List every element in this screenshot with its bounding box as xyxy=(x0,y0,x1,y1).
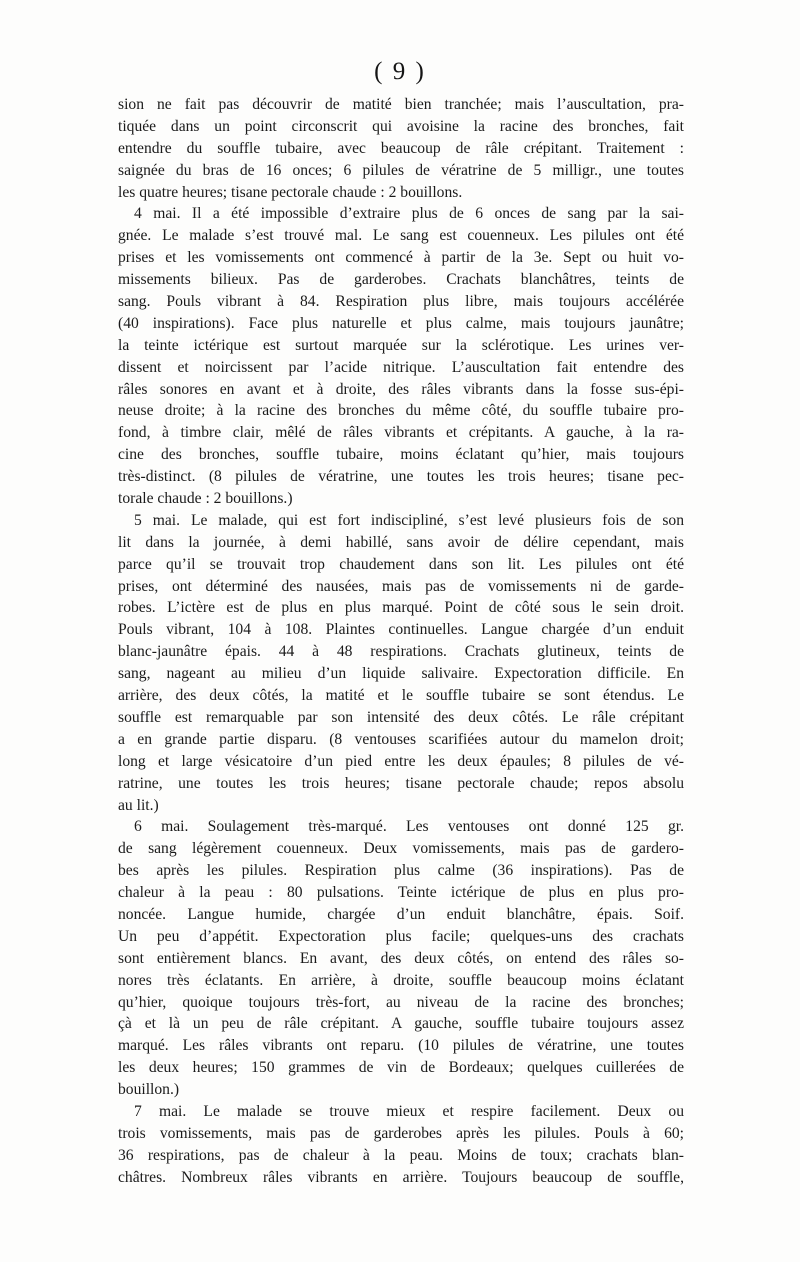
text-line: trois vomissements, mais pas de garderobes après les pilules. Pouls à 60; xyxy=(118,1124,684,1142)
text-line: bouillon.) xyxy=(118,1081,180,1099)
text-line: bes après les pilules. Respiration plus calme (36 inspirations). Pas de xyxy=(118,862,684,880)
text-line: 4 mai. Il a été impossible d’extraire plus de 6 onces de sang par la sai- xyxy=(134,205,684,223)
text-line: missements bilieux. Pas de garderobes. Crachats blanchâtres, teints de xyxy=(118,271,684,289)
text-line: chaleur à la peau : 80 pulsations. Teinte ictérique de plus en plus pro- xyxy=(118,884,684,902)
text-line: gnée. Le malade s’est trouvé mal. Le sang est couenneux. Les pilules ont été xyxy=(118,227,684,245)
text-line: les deux heures; 150 grammes de vin de Bordeaux; quelques cuillerées de xyxy=(118,1059,684,1077)
text-line: long et large vésicatoire d’un pied entre les deux épaules; 8 pilules de vé- xyxy=(118,752,684,770)
text-line: sont entièrement blancs. En avant, des deux côtés, on entend des râles so- xyxy=(118,949,684,967)
text-line: sang. Pouls vibrant à 84. Respiration plus libre, mais toujours accélérée xyxy=(118,293,684,311)
text-line: entendre du souffle tubaire, avec beaucoup de râle crépitant. Traitement : xyxy=(118,139,684,157)
text-line: blanc-jaunâtre épais. 44 à 48 respirations. Crachats glutineux, teints de xyxy=(118,643,684,661)
text-line: les quatre heures; tisane pectorale chaude : 2 bouillons. xyxy=(118,183,463,201)
text-line: dissent et noircissent par l’acide nitrique. L’auscultation fait entendre des xyxy=(118,358,684,376)
text-line: Un peu d’appétit. Expectoration plus facile; quelques-uns des crachats xyxy=(118,927,684,945)
text-line: prises et les vomissements ont commencé à partir de la 3e. Sept ou huit vo- xyxy=(118,249,684,267)
text-line: prises, ont déterminé des nausées, mais pas de vomissements ni de garde- xyxy=(118,577,684,595)
text-line: sang, nageant au milieu d’un liquide salivaire. Expectoration difficile. En xyxy=(118,665,684,683)
text-line: nores très éclatants. En arrière, à droite, souffle beaucoup moins éclatant xyxy=(118,971,684,989)
text-line: torale chaude : 2 bouillons.) xyxy=(118,490,293,508)
text-line: très-distinct. (8 pilules de vératrine, une toutes les trois heures; tisane pec- xyxy=(118,468,684,486)
body-text xyxy=(118,94,684,1189)
text-line: 6 mai. Soulagement très-marqué. Les ventouses ont donné 125 gr. xyxy=(134,818,684,836)
text-line: la teinte ictérique est surtout marquée sur la sclérotique. Les urines ver- xyxy=(118,336,684,354)
text-line: cine des bronches, souffle tubaire, moins éclatant qu’hier, mais toujours xyxy=(118,446,684,464)
text-line: saignée du bras de 16 onces; 6 pilules de vératrine de 5 milligr., une toutes xyxy=(118,161,684,179)
text-line: de sang légèrement couenneux. Deux vomissements, mais pas de gardero- xyxy=(118,840,684,858)
text-line: 36 respirations, pas de chaleur à la peau. Moins de toux; crachats blan- xyxy=(118,1146,684,1164)
text-line: râles sonores en avant et à droite, des râles vibrants dans la fosse sus-épi- xyxy=(118,380,684,398)
text-line: neuse droite; à la racine des bronches du même côté, du souffle tubaire pro- xyxy=(118,402,684,420)
text-line: tiquée dans un point circonscrit qui avoisine la racine des bronches, fait xyxy=(118,117,684,135)
text-line: qu’hier, quoique toujours très-fort, au niveau de la racine des bronches; xyxy=(118,993,684,1011)
text-line: parce qu’il se trouvait trop chaudement dans son lit. Les pilules ont été xyxy=(118,555,684,573)
text-line: sion ne fait pas découvrir de matité bien tranchée; mais l’auscultation, pra- xyxy=(118,96,684,113)
text-line: arrière, des deux côtés, la matité et le souffle tubaire se sont étendus. Le xyxy=(118,687,684,705)
text-line: robes. L’ictère est de plus en plus marqué. Point de côté sous le sein droit. xyxy=(118,599,684,617)
page-number: ( 9 ) xyxy=(374,58,426,85)
text-line: au lit.) xyxy=(118,796,159,814)
text-line: noncée. Langue humide, chargée d’un enduit blanchâtre, épais. Soif. xyxy=(118,905,684,923)
text-line: fond, à timbre clair, mêlé de râles vibrants et crépitants. A gauche, à la ra- xyxy=(118,424,684,442)
text-line: (40 inspirations). Face plus naturelle et plus calme, mais toujours jaunâtre; xyxy=(118,314,684,332)
text-line: ratrine, une toutes les trois heures; tisane pectorale chaude; repos absolu xyxy=(118,774,684,792)
text-line: 5 mai. Le malade, qui est fort indiscipliné, s’est levé plusieurs fois de son xyxy=(134,511,684,529)
text-line: 7 mai. Le malade se trouve mieux et respire facilement. Deux ou xyxy=(134,1102,684,1120)
text-line: Pouls vibrant, 104 à 108. Plaintes continuelles. Langue chargée d’un enduit xyxy=(118,621,684,639)
text-line: marqué. Les râles vibrants ont reparu. (10 pilules de vératrine, une toutes xyxy=(118,1037,684,1055)
text-line: lit dans la journée, à demi habillé, sans avoir de délire cependant, mais xyxy=(118,533,684,551)
text-line: souffle est remarquable par son intensité des deux côtés. Le râle crépitant xyxy=(118,708,684,726)
text-line: a en grande partie disparu. (8 ventouses scarifiées autour du mamelon droit; xyxy=(118,730,684,748)
text-line: châtres. Nombreux râles vibrants en arrière. Toujours beaucoup de souffle, xyxy=(118,1168,684,1186)
text-line: çà et là un peu de râle crépitant. A gauche, souffle tubaire toujours assez xyxy=(118,1015,684,1033)
